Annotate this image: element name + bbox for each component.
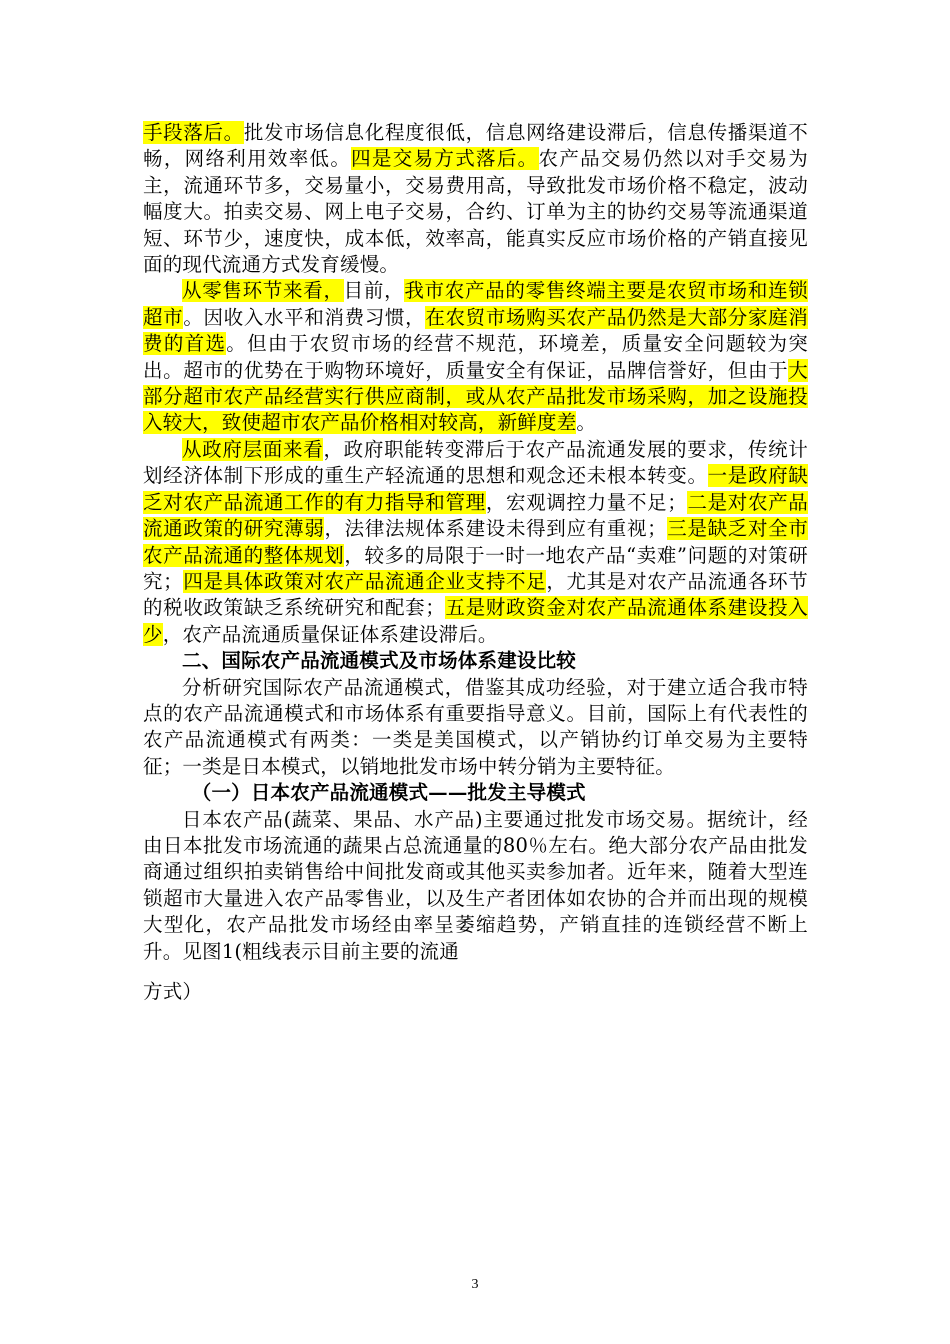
highlighted-text: 在农贸市场购买农产品仍然是大部分家庭消费的首选 [143, 305, 808, 356]
body-text: ，较多的局限于一时一地农产品“卖难”问题的对策研究； [143, 543, 808, 593]
highlighted-text: 二是对农产品流通政策的研究薄弱 [143, 490, 808, 541]
highlighted-text: 大部分超市农产品经营实行供应商制，或从农产品批发市场采购，加之设施投入较大，致使超市农产品价格相对较高，新鲜度差 [143, 358, 808, 435]
highlighted-text: 我市农产品的零售终端主要是农贸市场和连锁超市 [143, 279, 808, 329]
body-text: 。 [576, 411, 597, 435]
document-body [143, 120, 808, 1005]
highlighted-text: 四是交易方式落后。 [351, 147, 539, 171]
highlighted-text: 从政府层面来看 [182, 437, 324, 461]
paragraph-japan-model-end: 方式） [143, 980, 203, 1003]
highlighted-text: 手段落后。 [143, 121, 244, 144]
body-text: 目前， [343, 279, 405, 303]
body-text: 农产品交易仍然以对手交易为主，流通环节多，交易量小，交易费用高，导致批发市场价格不稳定，波动幅度大。拍卖交易、网上电子交易，合约、订单为主的协约交易等流通渠道短、环节少，速度快，成本低，效率高，能真实反应市场价格的产销直接见面的现代流通方式发育缓慢。 [143, 147, 808, 277]
body-text: 。但由于农贸市场的经营不规范，环境差，质量安全问题较为突出。超市的优势在于购物环境好，质量安全有保证，品牌信誉好，但由于 [143, 332, 808, 382]
highlighted-text: 从零售环节来看， [182, 279, 344, 303]
highlighted-text: 一是政府缺乏对农产品流通工作的有力指导和管理 [143, 464, 808, 514]
body-text: ，政府职能转变滞后于农产品流通发展的要求，传统计划经济体制下形成的重生产轻流通的思想和观念还未根本转变。 [143, 437, 808, 488]
paragraph-wholesale-info [143, 120, 808, 278]
body-text: 。因收入水平和消费习惯， [183, 305, 426, 329]
body-text: ，宏观调控力量不足； [485, 490, 687, 514]
subsection-heading: （一）日本农产品流通模式——批发主导模式 [191, 781, 586, 805]
page-number: 3 [471, 1277, 479, 1292]
section-heading: 二、国际农产品流通模式及市场体系建设比较 [182, 649, 577, 673]
body-text: ，尤其是对农产品流通各环节的税收政策缺乏系统研究和配套； [143, 569, 808, 620]
highlighted-text: 三是缺乏对全市农产品流通的整体规划 [143, 517, 808, 567]
paragraph-international-models: 分析研究国际农产品流通模式，借鉴其成功经验，对于建立适合我市特点的农产品流通模式和市场体系有重要指导意义。目前，国际上有代表性的农产品流通模式有两类：一类是美国模式，以产销协约订单交易为主要特征；一类是日本模式，以销地批发市场中转分销为主要特征。 [143, 675, 808, 778]
highlighted-text: 五是财政资金对农产品流通体系建设投入少 [143, 596, 808, 646]
paragraph-government [143, 437, 808, 648]
highlighted-text: 四是具体政策对农产品流通企业支持不足 [182, 569, 547, 593]
body-text: ，法律法规体系建设未得到应有重视； [324, 517, 667, 541]
body-text: ，农产品流通质量保证体系建设滞后。 [162, 622, 498, 646]
body-text: 批发市场信息化程度很低，信息网络建设滞后，信息传播渠道不畅，网络利用效率低。 [143, 121, 808, 171]
paragraph-japan-model: 日本农产品(蔬菜、果品、水产品)主要通过批发市场交易。据统计，经由日本批发市场流通的蔬果占总流通量的80％左右。绝大部分农产品由批发商通过组织拍卖销售给中间批发商或其他买卖参加者。近年来，随着大型连锁超市大量进入农产品零售业，以及生产者团体如农协的合并而出现的规模大型化，农产品批发市场经由率呈萎缩趋势，产销直挂的连锁经营不断上升。见图1(粗线表示目前主要的流通 [143, 807, 808, 963]
paragraph-retail [143, 278, 808, 436]
